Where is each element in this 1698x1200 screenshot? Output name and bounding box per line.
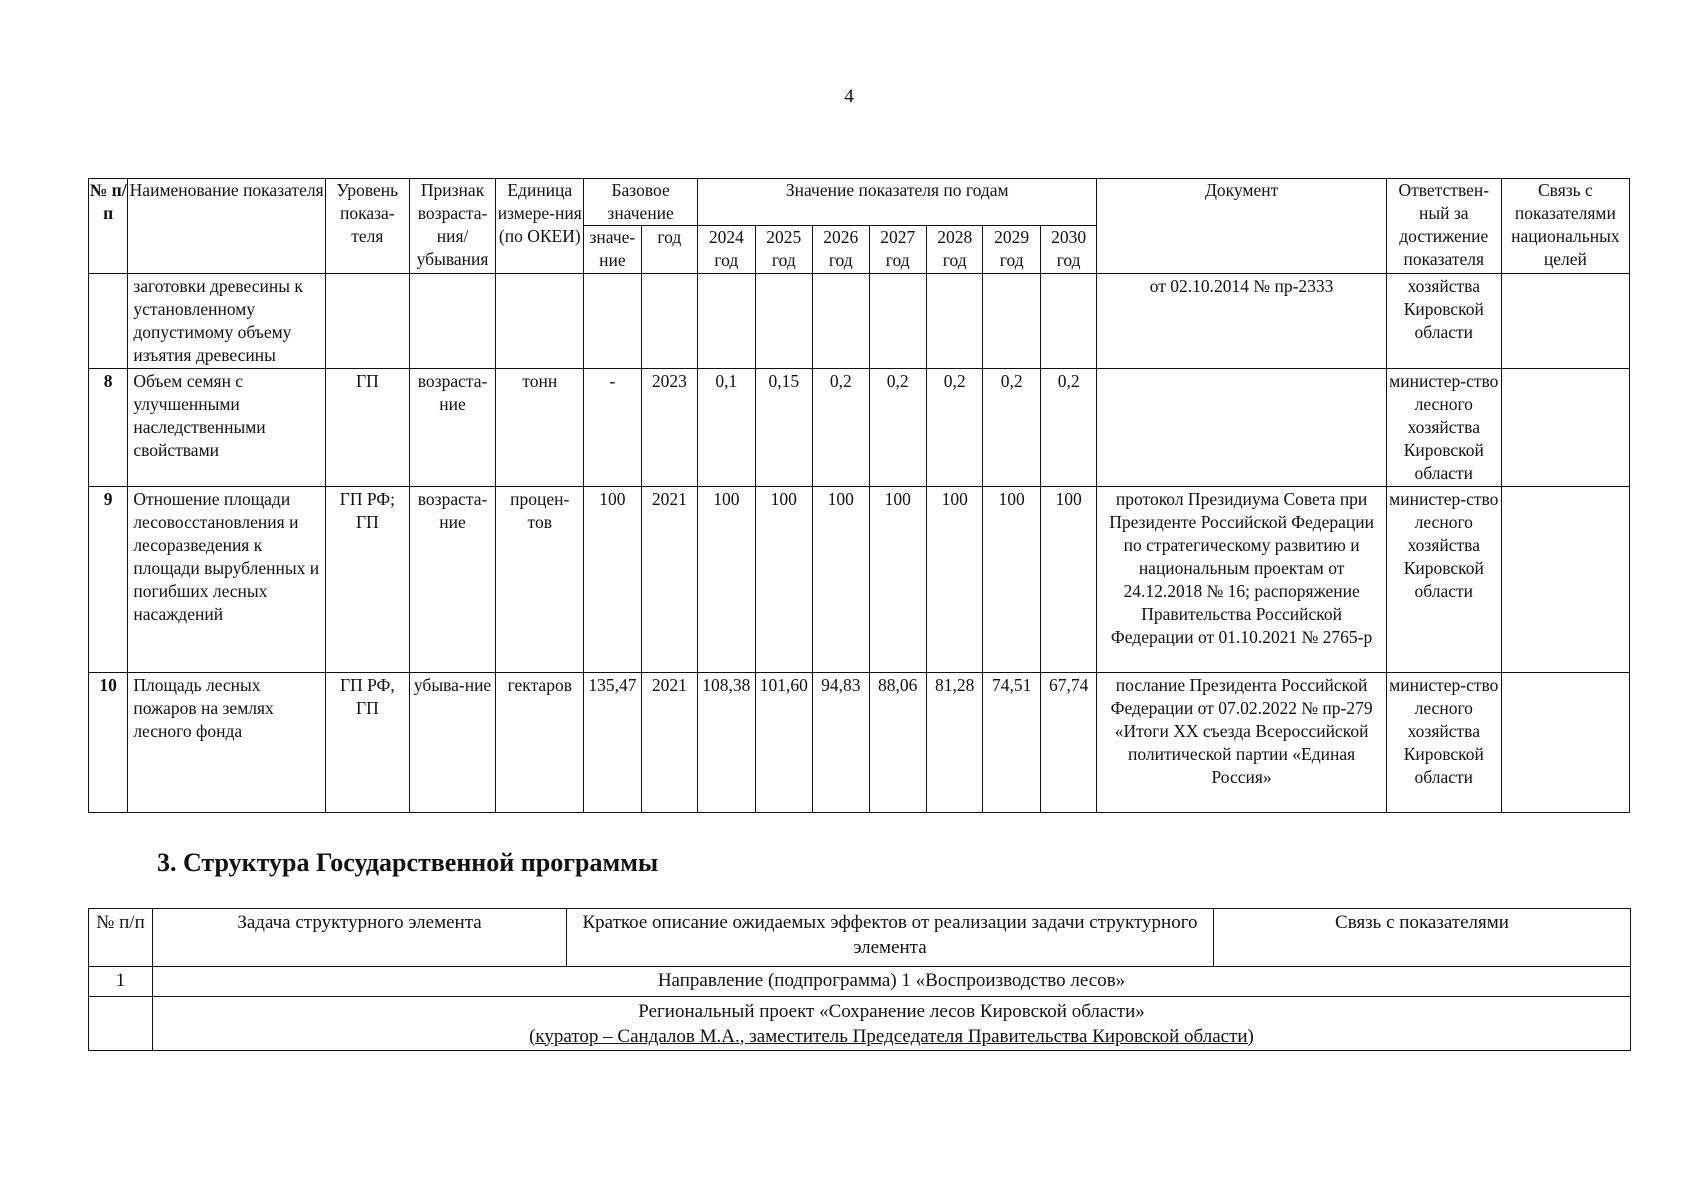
project-curator-text: (куратор – Сандалов М.А., заместитель Председателя Правительства Кировской области) <box>529 1025 1254 1047</box>
table-row <box>89 274 1630 369</box>
row-value-2028: 0,2 <box>926 369 982 487</box>
row-value-2029 <box>983 274 1040 369</box>
row-value-2029: 74,51 <box>983 673 1040 813</box>
row-base-year <box>641 274 697 369</box>
row-base-value: 135,47 <box>584 673 641 813</box>
row-unit: процен-тов <box>496 487 584 673</box>
row-responsible: министер-ство лесного хозяйства Кировской области <box>1386 487 1501 673</box>
row-level: ГП РФ, ГП <box>325 673 409 813</box>
row-value-2029: 0,2 <box>983 369 1040 487</box>
project-cell <box>153 997 1631 1051</box>
row-value-2025: 101,60 <box>755 673 812 813</box>
row-value-2024: 0,1 <box>698 369 755 487</box>
row-base-value: - <box>584 369 641 487</box>
row-document: от 02.10.2014 № пр-2333 <box>1097 274 1386 369</box>
row-num <box>89 274 128 369</box>
structure-header-link: Связь с показателями <box>1214 909 1631 967</box>
row-responsible: министер-ство лесного хозяйства Кировской области <box>1386 673 1501 813</box>
row-value-2030 <box>1040 274 1096 369</box>
row-document <box>1097 369 1386 487</box>
row-value-2024 <box>698 274 755 369</box>
header-year-2030: 2030 год <box>1040 226 1096 274</box>
header-link: Связь с показателями национальных целей <box>1501 179 1629 274</box>
row-value-2030: 0,2 <box>1040 369 1096 487</box>
header-base: Базовое значение <box>584 179 698 226</box>
structure-header-effects: Краткое описание ожидаемых эффектов от реализации задачи структурного элемента <box>567 909 1214 967</box>
page-number: 4 <box>844 86 854 107</box>
row-value-2028: 100 <box>926 487 982 673</box>
header-year-2026: 2026 год <box>813 226 869 274</box>
row-document: протокол Президиума Совета при Президенте Российской Федерации по стратегическому развитию и национальным проектам от 24.12.2018 № 16; распоряжение Правительства Российской Федерации от 01.10.2021 № 2765-р <box>1097 487 1386 673</box>
row-num: 9 <box>89 487 128 673</box>
section-title: 3. Структура Государственной программы <box>157 848 659 877</box>
row-value-2026 <box>813 274 869 369</box>
row-base-year: 2021 <box>641 673 697 813</box>
row-unit: гектаров <box>496 673 584 813</box>
direction-title: Направление (подпрограмма) 1 «Воспроизводство лесов» <box>153 967 1631 997</box>
row-base-year: 2021 <box>641 487 697 673</box>
row-value-2027 <box>869 274 926 369</box>
header-year-2027: 2027 год <box>869 226 926 274</box>
row-value-2029: 100 <box>983 487 1040 673</box>
row-level: ГП <box>325 369 409 487</box>
table-row <box>89 673 1630 813</box>
indicators-table <box>88 178 1630 813</box>
direction-row <box>89 967 1631 997</box>
header-base-value: значе-ние <box>584 226 641 274</box>
row-sign: возраста-ние <box>409 369 496 487</box>
row-link <box>1501 369 1629 487</box>
row-responsible: министер-ство лесного хозяйства Кировской области <box>1386 369 1501 487</box>
row-value-2026: 94,83 <box>813 673 869 813</box>
structure-header-task: Задача структурного элемента <box>153 909 567 967</box>
row-value-2025 <box>755 274 812 369</box>
header-document: Документ <box>1097 179 1386 274</box>
structure-table <box>88 908 1631 1051</box>
row-level: ГП РФ; ГП <box>325 487 409 673</box>
row-link <box>1501 673 1629 813</box>
row-value-2027: 100 <box>869 487 926 673</box>
header-year-2028: 2028 год <box>926 226 982 274</box>
header-level: Уровень показа-теля <box>325 179 409 274</box>
table-row <box>89 369 1630 487</box>
header-base-year: год <box>641 226 697 274</box>
row-level <box>325 274 409 369</box>
row-sign: убыва-ние <box>409 673 496 813</box>
row-responsible: хозяйства Кировской области <box>1386 274 1501 369</box>
project-row <box>89 997 1631 1051</box>
row-value-2026: 0,2 <box>813 369 869 487</box>
header-values-by-year: Значение показателя по годам <box>698 179 1097 226</box>
row-name: Объем семян с улучшенными наследственными свойствами <box>128 369 326 487</box>
row-value-2030: 100 <box>1040 487 1096 673</box>
row-value-2027: 88,06 <box>869 673 926 813</box>
header-sign: Признак возраста-ния/ убывания <box>409 179 496 274</box>
header-year-2024: 2024 год <box>698 226 755 274</box>
row-base-value <box>584 274 641 369</box>
header-year-2025: 2025 год <box>755 226 812 274</box>
row-base-year: 2023 <box>641 369 697 487</box>
header-year-2029: 2029 год <box>983 226 1040 274</box>
row-value-2030: 67,74 <box>1040 673 1096 813</box>
row-value-2026: 100 <box>813 487 869 673</box>
row-unit: тонн <box>496 369 584 487</box>
direction-num: 1 <box>89 967 153 997</box>
row-document: послание Президента Российской Федерации от 07.02.2022 № пр-279 «Итоги XX съезда Всероссийской политической партии «Единая Россия» <box>1097 673 1386 813</box>
project-curator <box>156 1024 1627 1049</box>
row-unit <box>496 274 584 369</box>
row-value-2024: 100 <box>698 487 755 673</box>
header-responsible: Ответствен-ный за достижение показателя <box>1386 179 1501 274</box>
row-link <box>1501 487 1629 673</box>
row-name: заготовки древесины к установленному допустимому объему изъятия древесины <box>128 274 326 369</box>
project-num <box>89 997 153 1051</box>
row-sign: возраста-ние <box>409 487 496 673</box>
structure-header-num: № п/п <box>89 909 153 967</box>
row-value-2028: 81,28 <box>926 673 982 813</box>
header-num: № п/п <box>89 179 128 274</box>
row-value-2025: 0,15 <box>755 369 812 487</box>
row-sign <box>409 274 496 369</box>
header-unit: Единица измере-ния (по ОКЕИ) <box>496 179 584 274</box>
project-title: Региональный проект «Сохранение лесов Кировской области» <box>638 1000 1145 1022</box>
row-num: 10 <box>89 673 128 813</box>
header-name: Наименование показателя <box>128 179 326 274</box>
row-value-2028 <box>926 274 982 369</box>
row-name: Отношение площади лесовосстановления и лесоразведения к площади вырубленных и погибших лесных насаждений <box>128 487 326 673</box>
row-base-value: 100 <box>584 487 641 673</box>
row-num: 8 <box>89 369 128 487</box>
row-value-2024: 108,38 <box>698 673 755 813</box>
row-name: Площадь лесных пожаров на землях лесного фонда <box>128 673 326 813</box>
table-row <box>89 487 1630 673</box>
row-value-2025: 100 <box>755 487 812 673</box>
row-link <box>1501 274 1629 369</box>
row-value-2027: 0,2 <box>869 369 926 487</box>
